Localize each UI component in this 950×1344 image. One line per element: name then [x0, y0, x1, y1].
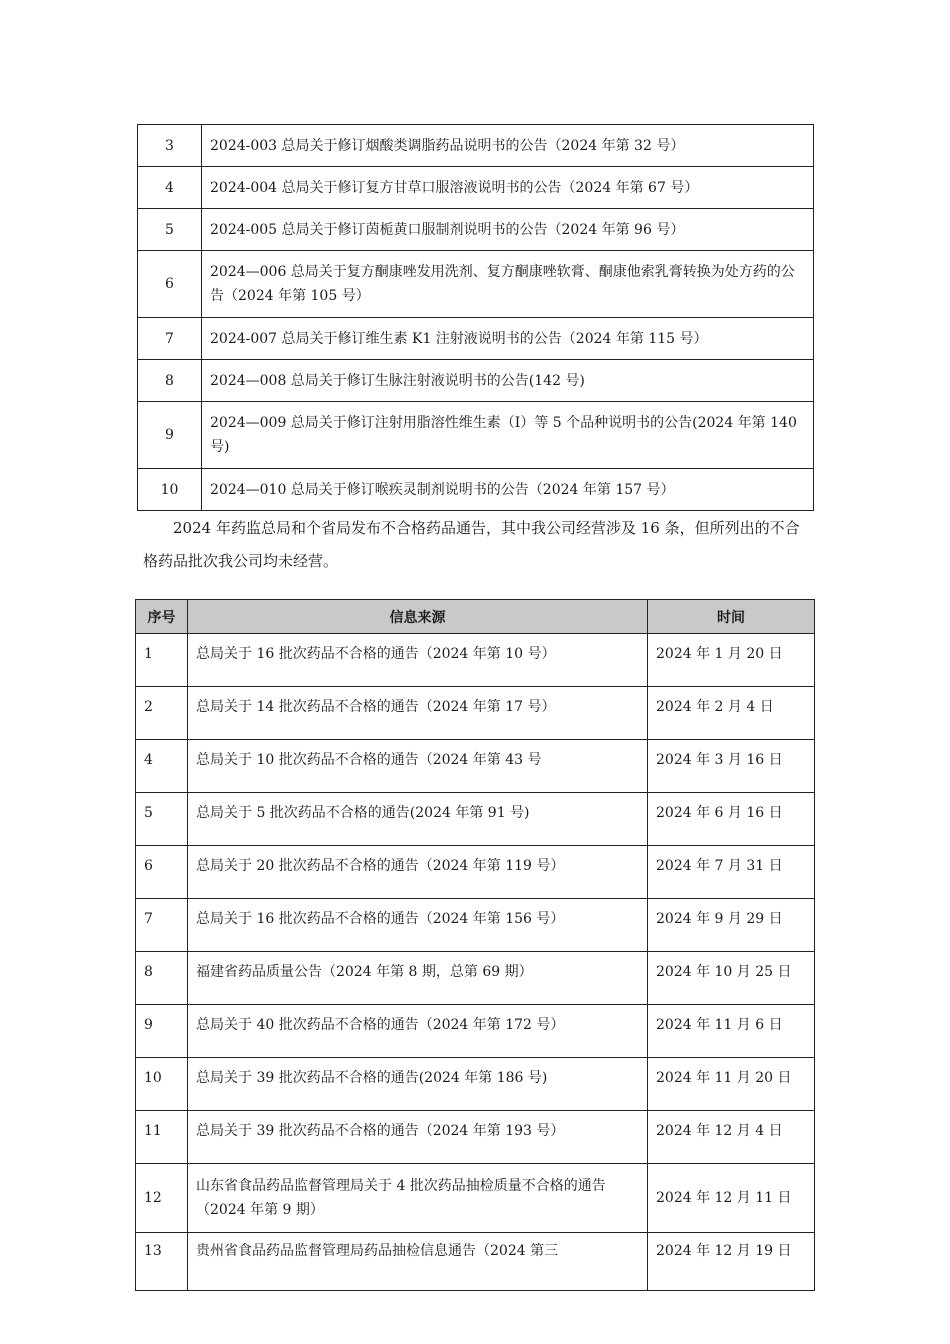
row-number: 6	[138, 251, 202, 318]
row-number: 5	[138, 209, 202, 251]
info-source: 总局关于 39 批次药品不合格的通告(2024 年第 186 号)	[188, 1058, 648, 1111]
row-number: 7	[136, 899, 188, 952]
publish-time: 2024 年 12 月 19 日	[648, 1233, 815, 1291]
publish-time: 2024 年 12 月 11 日	[648, 1164, 815, 1233]
row-number: 7	[138, 318, 202, 360]
table-row	[136, 793, 815, 846]
table-row	[136, 1164, 815, 1233]
table-row	[138, 402, 814, 469]
row-number: 13	[136, 1233, 188, 1291]
row-number: 6	[136, 846, 188, 899]
table-row	[138, 125, 814, 167]
row-number: 10	[138, 469, 202, 511]
row-number: 10	[136, 1058, 188, 1111]
table-row	[136, 740, 815, 793]
table-row	[136, 634, 815, 687]
info-source: 总局关于 14 批次药品不合格的通告（2024 年第 17 号）	[188, 687, 648, 740]
row-number: 11	[136, 1111, 188, 1164]
info-source: 总局关于 39 批次药品不合格的通告（2024 年第 193 号）	[188, 1111, 648, 1164]
row-number: 9	[138, 402, 202, 469]
table-header-row	[136, 600, 815, 634]
table-row	[138, 167, 814, 209]
table-row	[136, 846, 815, 899]
row-number: 5	[136, 793, 188, 846]
table-row	[138, 360, 814, 402]
publish-time: 2024 年 11 月 20 日	[648, 1058, 815, 1111]
announcement-title: 2024—006 总局关于复方酮康唑发用洗剂、复方酮康唑软膏、酮康他索乳膏转换为处方药的公告（2024 年第 105 号）	[202, 251, 814, 318]
publish-time: 2024 年 6 月 16 日	[648, 793, 815, 846]
info-source: 总局关于 16 批次药品不合格的通告（2024 年第 10 号）	[188, 634, 648, 687]
table-row	[136, 1111, 815, 1164]
info-source: 总局关于 40 批次药品不合格的通告（2024 年第 172 号）	[188, 1005, 648, 1058]
publish-time: 2024 年 1 月 20 日	[648, 634, 815, 687]
publish-time: 2024 年 12 月 4 日	[648, 1111, 815, 1164]
info-source: 总局关于 5 批次药品不合格的通告(2024 年第 91 号)	[188, 793, 648, 846]
publish-time: 2024 年 10 月 25 日	[648, 952, 815, 1005]
announcement-title: 2024—008 总局关于修订生脉注射液说明书的公告(142 号)	[202, 360, 814, 402]
header-no: 序号	[136, 600, 188, 634]
table-row	[138, 469, 814, 511]
info-source: 山东省食品药品监督管理局关于 4 批次药品抽检质量不合格的通告（2024 年第 9 期）	[188, 1164, 648, 1233]
row-number: 4	[138, 167, 202, 209]
info-source: 总局关于 20 批次药品不合格的通告（2024 年第 119 号）	[188, 846, 648, 899]
announcement-title: 2024—009 总局关于修订注射用脂溶性维生素（Ⅰ）等 5 个品种说明书的公告(2024 年第 140 号)	[202, 402, 814, 469]
info-source: 总局关于 10 批次药品不合格的通告（2024 年第 43 号	[188, 740, 648, 793]
table-row	[136, 1058, 815, 1111]
announcement-title: 2024—010 总局关于修订喉疾灵制剂说明书的公告（2024 年第 157 号）	[202, 469, 814, 511]
announcement-title: 2024-004 总局关于修订复方甘草口服溶液说明书的公告（2024 年第 67 号）	[202, 167, 814, 209]
row-number: 3	[138, 125, 202, 167]
info-source: 贵州省食品药品监督管理局药品抽检信息通告（2024 第三	[188, 1233, 648, 1291]
summary-paragraph: 2024 年药监总局和个省局发布不合格药品通告，其中我公司经营涉及 16 条，但所列出的不合格药品批次我公司均未经营。	[143, 519, 800, 570]
row-number: 2	[136, 687, 188, 740]
row-number: 8	[138, 360, 202, 402]
row-number: 12	[136, 1164, 188, 1233]
table-row	[136, 952, 815, 1005]
info-source: 福建省药品质量公告（2024 年第 8 期，总第 69 期）	[188, 952, 648, 1005]
unqualified-drugs-table	[135, 599, 815, 1291]
announcement-title: 2024-007 总局关于修订维生素 K1 注射液说明书的公告（2024 年第 115 号）	[202, 318, 814, 360]
row-number: 9	[136, 1005, 188, 1058]
publish-time: 2024 年 7 月 31 日	[648, 846, 815, 899]
announcement-title: 2024-003 总局关于修订烟酸类调脂药品说明书的公告（2024 年第 32 号）	[202, 125, 814, 167]
row-number: 4	[136, 740, 188, 793]
row-number: 8	[136, 952, 188, 1005]
row-number: 1	[136, 634, 188, 687]
publish-time: 2024 年 3 月 16 日	[648, 740, 815, 793]
publish-time: 2024 年 11 月 6 日	[648, 1005, 815, 1058]
header-time: 时间	[648, 600, 815, 634]
publish-time: 2024 年 9 月 29 日	[648, 899, 815, 952]
table-row	[138, 209, 814, 251]
table-row	[136, 687, 815, 740]
info-source: 总局关于 16 批次药品不合格的通告（2024 年第 156 号）	[188, 899, 648, 952]
publish-time: 2024 年 2 月 4 日	[648, 687, 815, 740]
table-row	[136, 1005, 815, 1058]
announcement-title: 2024-005 总局关于修订茵栀黄口服制剂说明书的公告（2024 年第 96 号）	[202, 209, 814, 251]
table-row	[138, 318, 814, 360]
header-source: 信息来源	[188, 600, 648, 634]
table-row	[138, 251, 814, 318]
table-row	[136, 1233, 815, 1291]
table-row	[136, 899, 815, 952]
announcement-table	[137, 124, 814, 511]
